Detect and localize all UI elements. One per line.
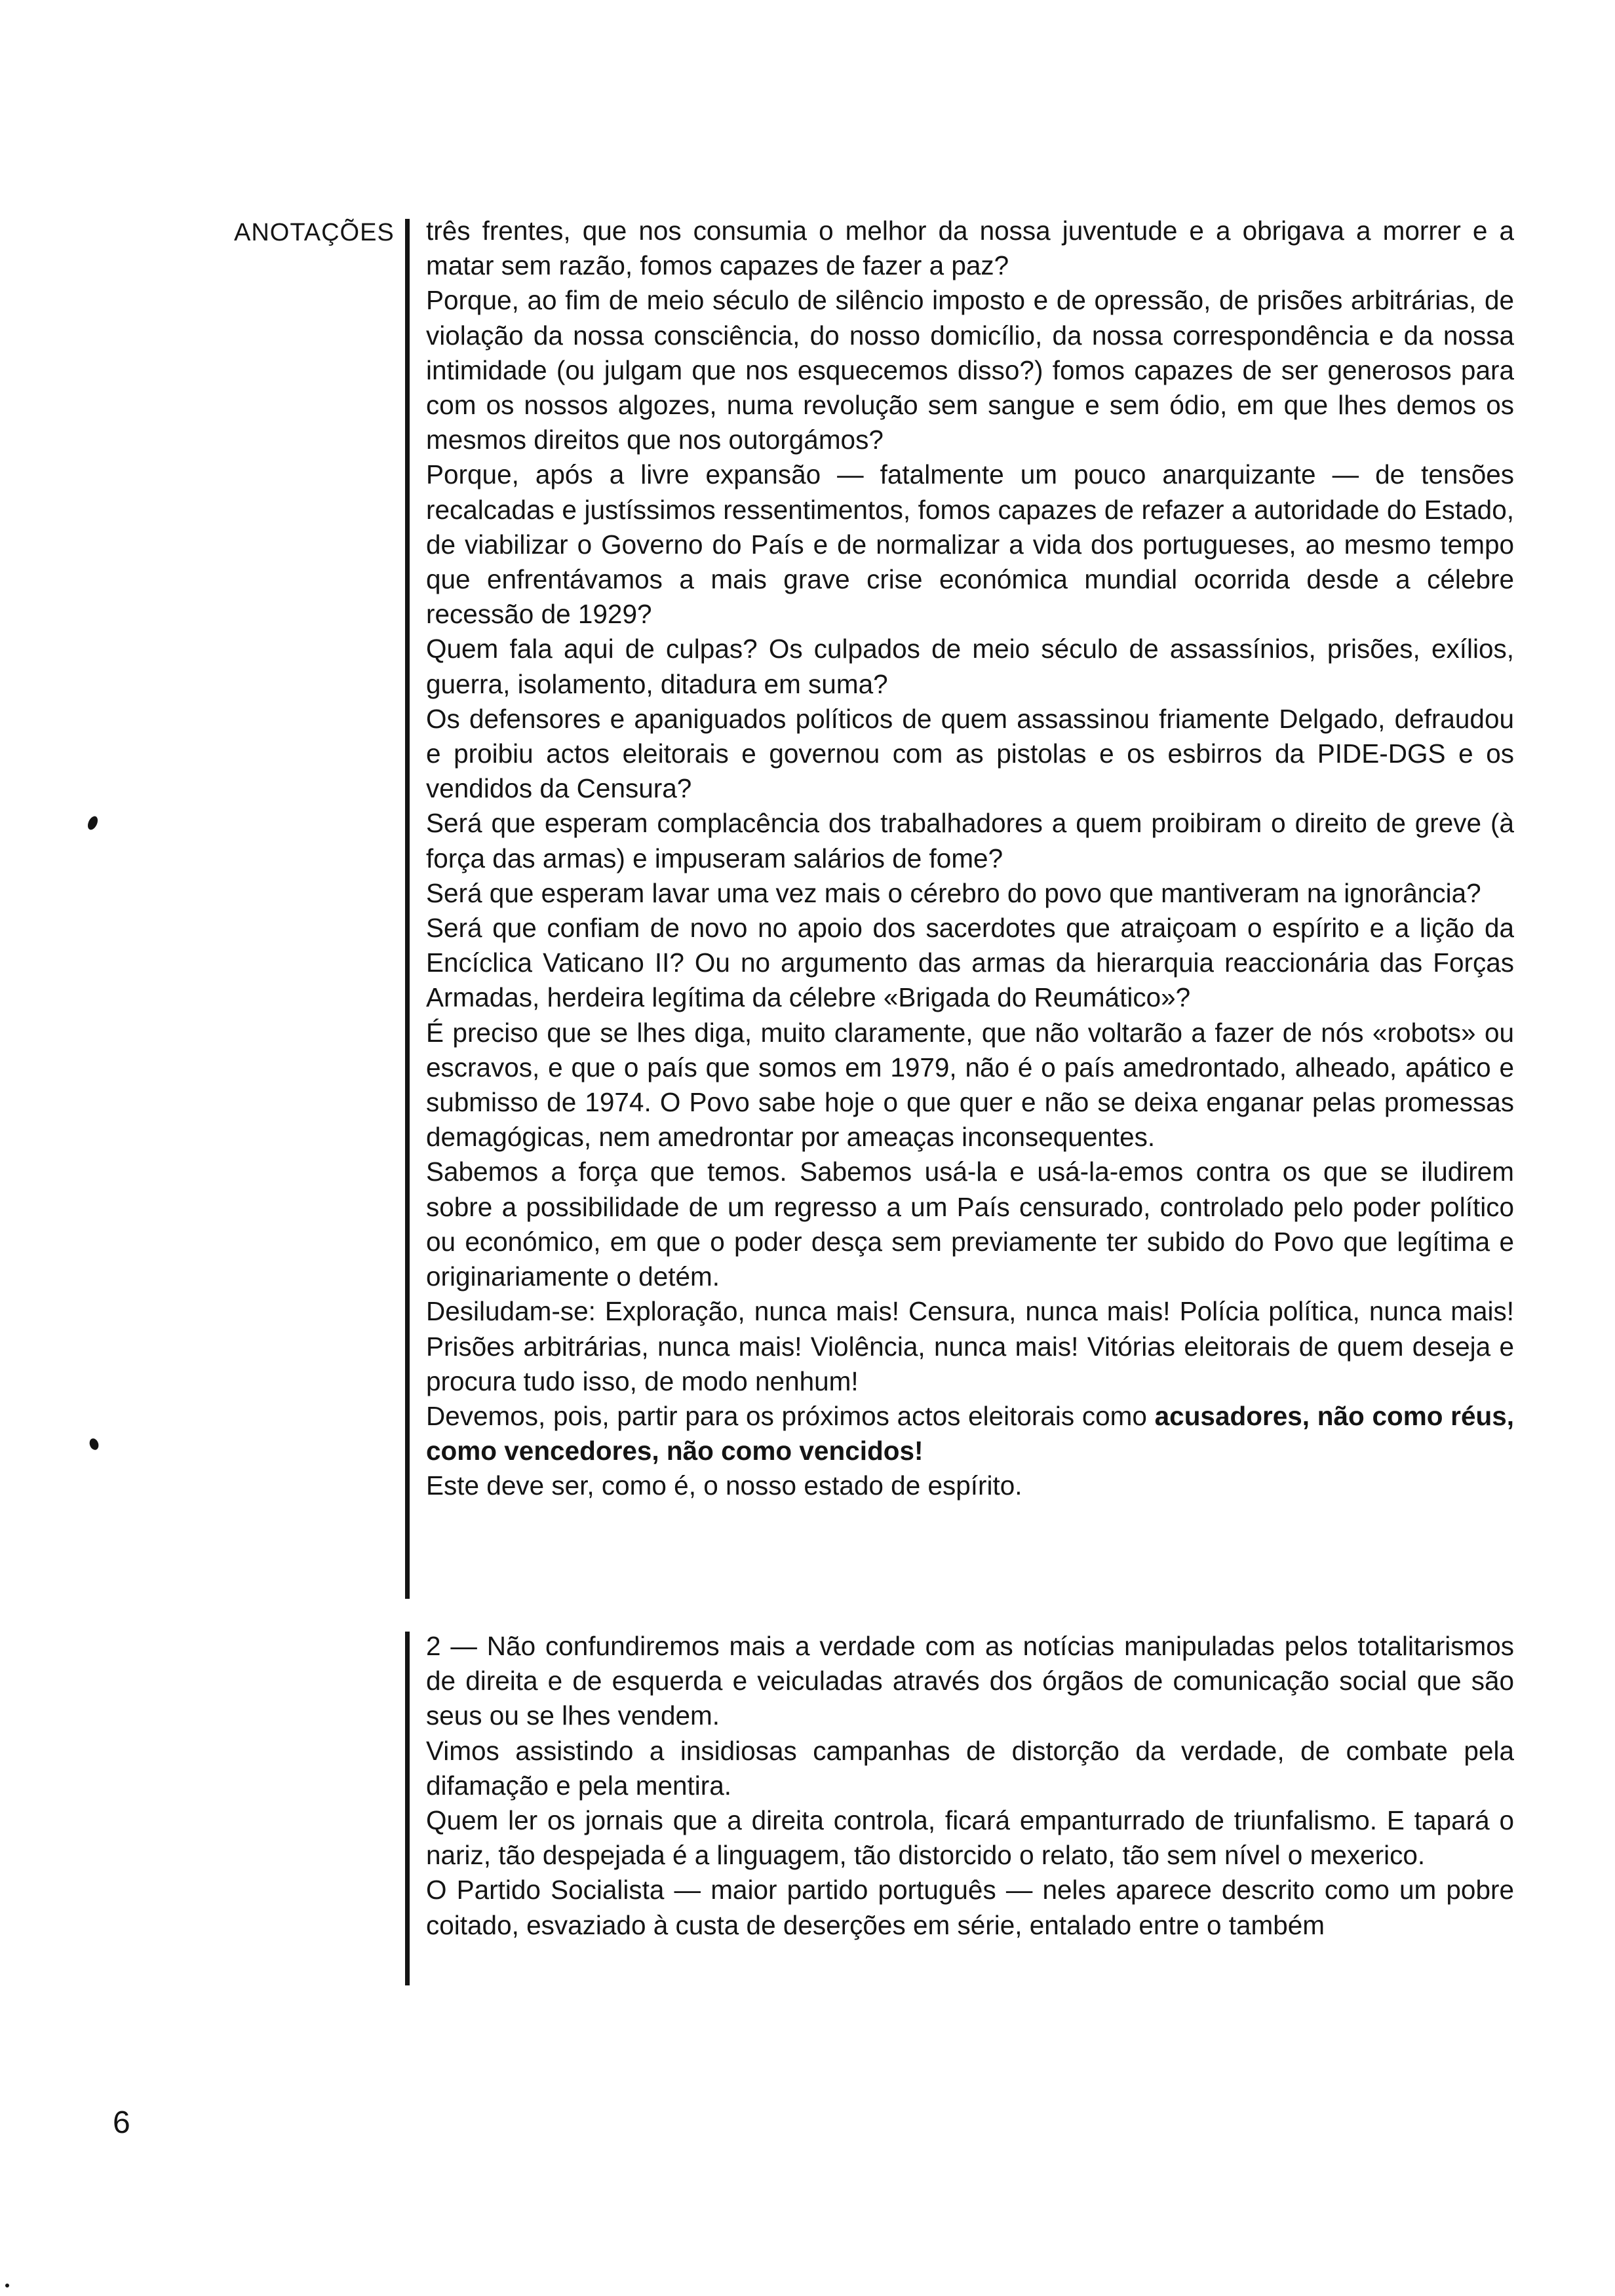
paragraph: Sabemos a força que temos. Sabemos usá-la e usá-la-emos contra os que se iludirem sobre a possibilidade de um regresso a um País censurado, controlado pelo poder político ou económico, em que o poder desça sem previamente ter subido do Povo que legítima e originariamente o detém.	[426, 1157, 1514, 1292]
closing-lead: Devemos, pois, partir para os próximos actos eleitorais como	[426, 1400, 1155, 1431]
paragraph: Quem ler os jornais que a direita controla, ficará empanturrado de triunfalismo. E tapará o nariz, tão despejada é a linguagem, tão distorcido o relato, tão sem nível o mexerico.	[426, 1805, 1514, 1871]
paragraph: Será que esperam complacência dos trabalhadores a quem proibiram o direito de greve (à força das armas) e impuseram salários de fome?	[426, 808, 1514, 873]
closing-emphasis: acusadores, não como réus, como vencedores, não como vencidos!	[426, 1400, 1514, 1466]
paragraph: Desiludam-se: Exploração, nunca mais! Censura, nunca mais! Polícia política, nunca mais! Prisões arbitrárias, nunca mais! Violência, nunca mais! Vitórias eleitorais de quem deseja e procura tudo isso, de modo nenhum!	[426, 1296, 1514, 1396]
ink-speck	[86, 814, 100, 831]
margin-rule	[405, 219, 410, 1599]
paragraph: Os defensores e apaniguados políticos de quem assassinou friamente Delgado, defraudou e proibiu actos eleitorais e governou com as pistolas e os esbirros da PIDE-DGS e os vendidos da Censura?	[426, 703, 1514, 804]
last-line: Este deve ser, como é, o nosso estado de espírito.	[426, 1470, 1022, 1501]
section-1-text	[426, 214, 1514, 1504]
paragraph: O Partido Socialista — maior partido português — neles aparece descrito como um pobre coitado, esvaziado à custa de deserções em série, entalado entre o também	[426, 1875, 1514, 1940]
paragraph: É preciso que se lhes diga, muito claramente, que não voltarão a fazer de nós «robots» ou escravos, e que o país que somos em 1979, não é o país amedrontado, alheado, apático e submisso de 1974. O Povo sabe hoje o que quer e não se deixa enganar pelas promessas demagógicas, nem amedrontar por ameaças inconsequentes.	[426, 1017, 1514, 1153]
section-2-text	[426, 1629, 1514, 1943]
paragraph: Será que confiam de novo no apoio dos sacerdotes que atraiçoam o espírito e a lição da Encíclica Vaticano II? Ou no argumento das armas da hierarquia reaccionária das Forças Armadas, herdeira legítima da célebre «Brigada do Reumático»?	[426, 913, 1514, 1013]
paragraph: Porque, após a livre expansão — fatalmente um pouco anarquizante — de tensões recalcadas e justíssimos ressentimentos, fomos capazes de refazer a autoridade do Estado, de viabilizar o Governo do País e de normalizar a vida dos portugueses, ao mesmo tempo que enfrentávamos a mais grave crise económica mundial ocorrida desde a célebre recessão de 1929?	[426, 459, 1514, 630]
paragraph: Será que esperam lavar uma vez mais o cérebro do povo que mantiveram na ignorância?	[426, 877, 1481, 908]
paragraph: três frentes, que nos consumia o melhor da nossa juventude e a obrigava a morrer e a matar sem razão, fomos capazes de fazer a paz?	[426, 216, 1514, 281]
page-number: 6	[113, 2105, 130, 2140]
margin-label-anotacoes: ANOTAÇÕES	[234, 219, 395, 246]
ink-speck	[5, 2284, 9, 2287]
paragraph: 2 — Não confundiremos mais a verdade com as notícias manipuladas pelos totalitarismos de direita e de esquerda e veiculadas através dos órgãos de comunicação social que são seus ou se lhes vendem.	[426, 1631, 1514, 1731]
ink-speck	[88, 1437, 100, 1451]
margin-rule-lower	[405, 1632, 410, 1985]
closing-paragraph	[426, 1399, 1514, 1468]
paragraph: Vimos assistindo a insidiosas campanhas de distorção da verdade, de combate pela difamação e pela mentira.	[426, 1735, 1514, 1801]
paragraph: Porque, ao fim de meio século de silêncio imposto e de opressão, de prisões arbitrárias, de violação da nossa consciência, do nosso domicílio, da nossa correspondência e da nossa intimidade (ou julgam que nos esquecemos disso?) fomos capazes de ser generosos para com os nossos algozes, numa revolução sem sangue e sem ódio, em que lhes demos os mesmos direitos que nos outorgámos?	[426, 285, 1514, 455]
paragraph: Quem fala aqui de culpas? Os culpados de meio século de assassínios, prisões, exílios, guerra, isolamento, ditadura em suma?	[426, 634, 1514, 699]
